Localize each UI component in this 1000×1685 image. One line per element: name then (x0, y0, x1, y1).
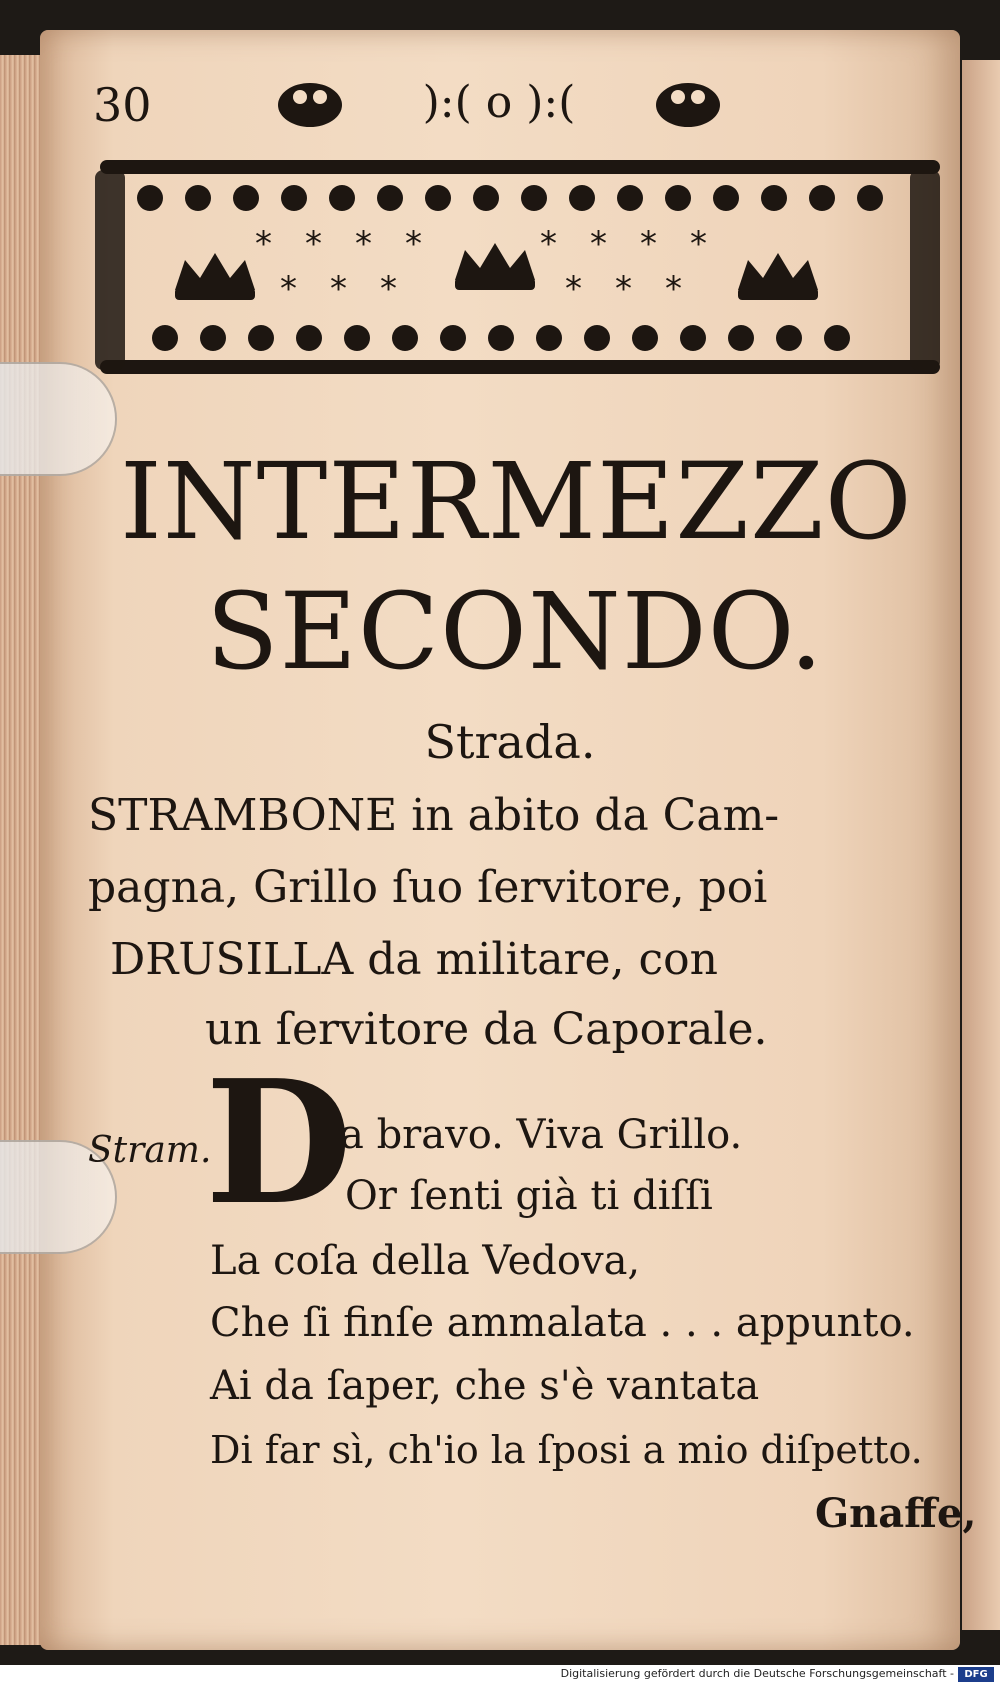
svg-text:*: * (615, 269, 632, 309)
svg-text:*: * (665, 269, 682, 309)
description-line-1: STRAMBONE in abito da Cam- (88, 790, 780, 841)
svg-text:*: * (330, 269, 347, 309)
verse-line: La coſa della Vedova, (210, 1238, 641, 1284)
title-line-2: SECONDO. (205, 570, 825, 693)
description-line-4: un ſervitore da Caporale. (205, 1004, 768, 1055)
svg-text:*: * (540, 224, 557, 264)
svg-text:*: * (690, 224, 707, 264)
flower-ornament-icon (278, 83, 342, 127)
header-ornament-text: ):( o ):( (422, 77, 576, 128)
digitization-credit: Digitalisierung gefördert durch die Deutsche Forschungsgemeinschaft - (560, 1667, 954, 1680)
verse-line: Ai da ſaper, che s'è vantata (210, 1363, 760, 1409)
svg-text:*: * (305, 224, 322, 264)
svg-text:*: * (565, 269, 582, 309)
next-page-edge (962, 60, 1000, 1630)
crown-icon (175, 253, 255, 300)
svg-text:*: * (380, 269, 397, 309)
decorative-band (90, 150, 950, 400)
drop-cap: D (205, 1043, 353, 1243)
header-ornament (270, 75, 730, 135)
dfg-logo-icon: DFG (958, 1667, 994, 1682)
crown-icon (738, 253, 818, 300)
scene-heading: Strada. (424, 715, 596, 769)
verse-line: Or ſenti già ti diſſi (345, 1173, 713, 1219)
description-line-2: pagna, Grillo ſuo ſervitore, poi (88, 862, 768, 913)
svg-text:*: * (255, 224, 272, 264)
flower-ornament-icon (656, 83, 720, 127)
verse-line-first: a bravo. Viva Grillo. (340, 1112, 743, 1158)
title-line-1: INTERMEZZO (120, 440, 913, 563)
book-page-edges (0, 55, 42, 1645)
description-line-3: DRUSILLA da militare, con (110, 934, 718, 985)
svg-text:*: * (640, 224, 657, 264)
crown-icon (455, 243, 535, 290)
svg-text:*: * (280, 269, 297, 309)
verse-line: Di far sì, ch'io la ſposi a mio diſpetto. (210, 1428, 923, 1472)
page-number: 30 (93, 78, 152, 132)
svg-text:*: * (355, 224, 372, 264)
svg-text:*: * (405, 224, 422, 264)
catchword: Gnaffe, (815, 1490, 977, 1537)
verse-line: Che ſi finſe ammalata . . . appunto. (210, 1300, 915, 1346)
svg-text:*: * (590, 224, 607, 264)
speaker-label: Stram. (88, 1130, 212, 1171)
